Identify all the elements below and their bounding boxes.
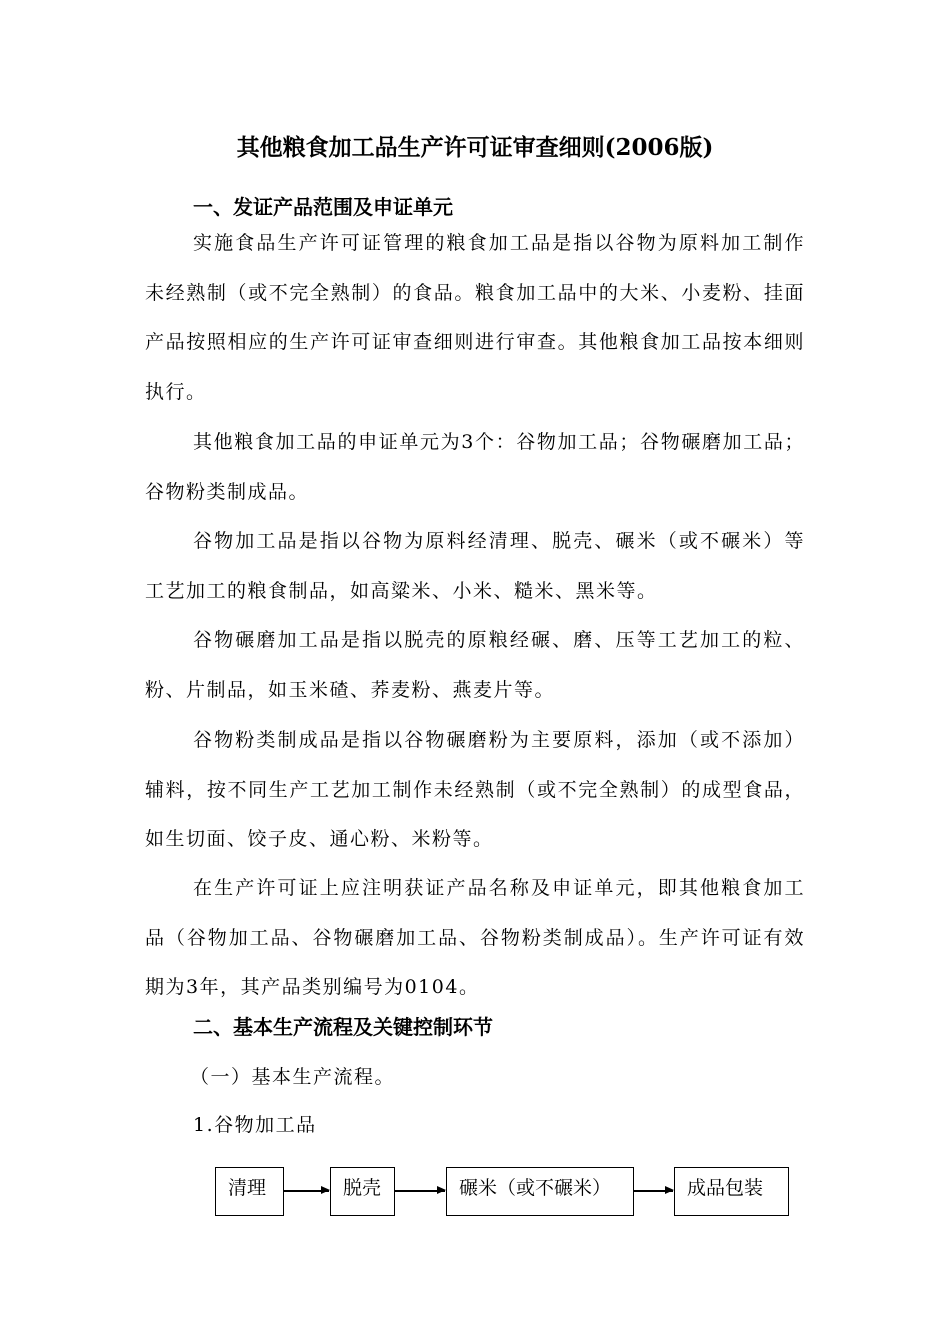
- paragraph-milled-products: 谷物碾磨加工品是指以脱壳的原粮经碾、磨、压等工艺加工的粒、粉、片制品，如玉米碴、荞麦粉、燕麦片等。: [145, 629, 805, 701]
- paragraph-flour-products: 谷物粉类制成品是指以谷物碾磨粉为主要原料，添加（或不添加）辅料，按不同生产工艺加工制作未经熟制（或不完全熟制）的成型食品，如生切面、饺子皮、通心粉、米粉等。: [145, 729, 805, 851]
- flow-arrow: [395, 1190, 445, 1192]
- flow-step-mill: 碾米（或不碾米）: [446, 1167, 634, 1216]
- flow-step-package: 成品包装: [674, 1167, 789, 1216]
- flow-arrow: [634, 1190, 673, 1192]
- flow-step-clean: 清理: [215, 1167, 284, 1216]
- paragraph-grain-products: 谷物加工品是指以谷物为原料经清理、脱壳、碾米（或不碾米）等工艺加工的粮食制品，如高粱米、小米、糙米、黑米等。: [145, 530, 805, 602]
- subsection-heading: （一）基本生产流程。: [190, 1066, 396, 1088]
- item-heading: 1.谷物加工品: [193, 1114, 317, 1136]
- section-2-heading: 二、基本生产流程及关键控制环节: [193, 1015, 493, 1039]
- flow-arrow: [284, 1190, 329, 1192]
- paragraph-units: 其他粮食加工品的申证单元为3个：谷物加工品；谷物碾磨加工品；谷物粉类制成品。: [145, 431, 805, 503]
- section-1-heading: 一、发证产品范围及申证单元: [193, 195, 453, 219]
- paragraph-scope: 实施食品生产许可证管理的粮食加工品是指以谷物为原料加工制作未经熟制（或不完全熟制）的食品。粮食加工品中的大米、小麦粉、挂面产品按照相应的生产许可证审查细则进行审查。其他粮食加工品按本细则执行。: [145, 232, 805, 403]
- paragraph-license-info: 在生产许可证上应注明获证产品名称及申证单元，即其他粮食加工品（谷物加工品、谷物碾磨加工品、谷物粉类制成品）。生产许可证有效期为3年，其产品类别编号为0104。: [145, 877, 805, 999]
- flow-step-husk: 脱壳: [330, 1167, 395, 1216]
- document-title: 其他粮食加工品生产许可证审查细则(2006版): [236, 134, 714, 161]
